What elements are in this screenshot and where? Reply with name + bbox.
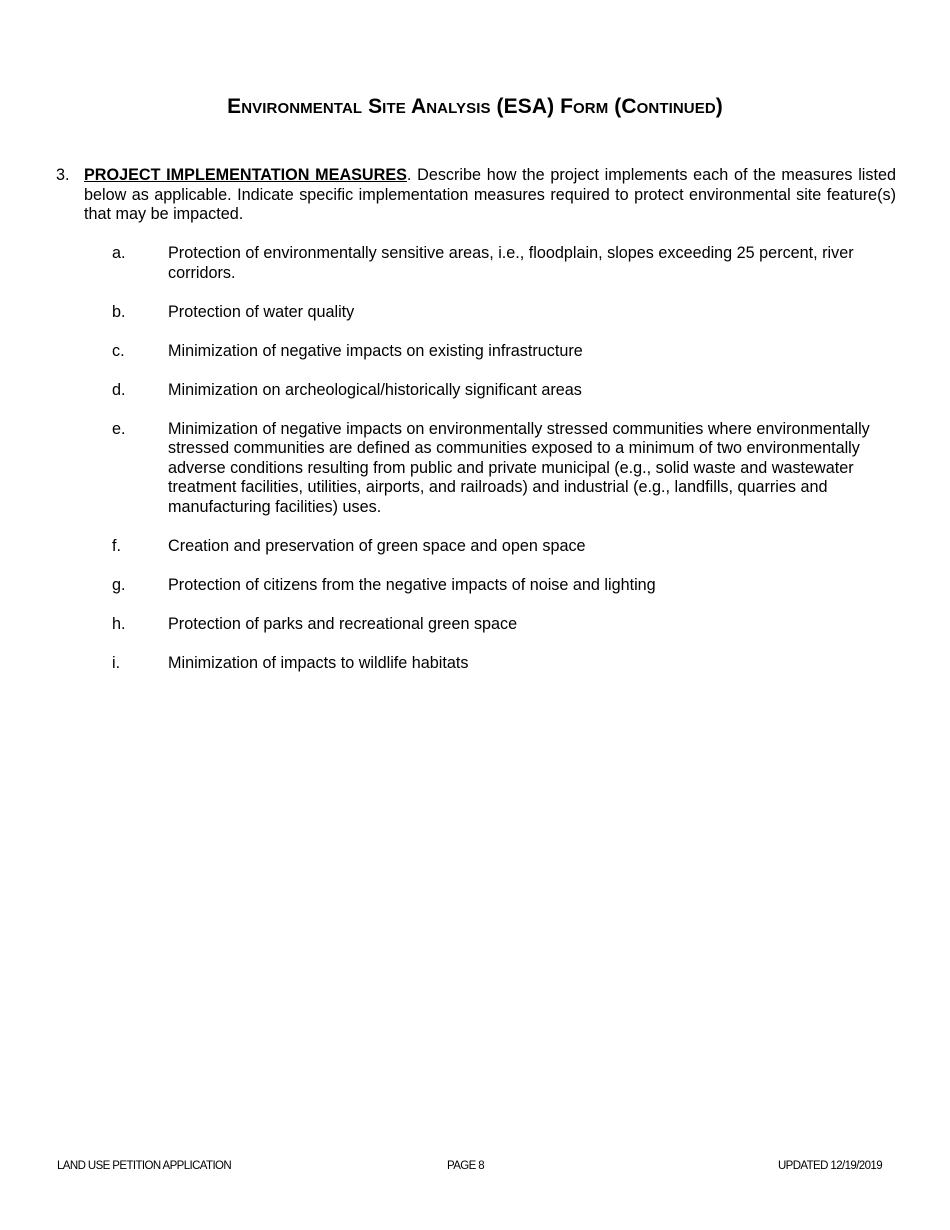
item-letter: i. <box>112 653 121 672</box>
footer-updated-date: UPDATED 12/19/2019 <box>777 1160 882 1172</box>
list-item <box>112 244 897 283</box>
item-text: Protection of parks and recreational green space <box>168 614 518 633</box>
list-item <box>112 576 897 596</box>
section-intro: . Describe how the project implements each of the measures listed below as applicable. Indicate specific implementation measures required to protect environmental site feature(s) that may be impacted. <box>84 166 896 223</box>
item-letter: b. <box>112 302 126 321</box>
footer-form-name: LAND USE PETITION APPLICATION <box>57 1160 232 1172</box>
section-3 <box>56 166 896 225</box>
item-letter: f. <box>112 536 121 555</box>
item-text: Protection of citizens from the negative impacts of noise and lighting <box>168 575 656 594</box>
list-item <box>112 303 897 323</box>
item-letter: h. <box>112 614 126 633</box>
item-text: Protection of environmentally sensitive areas, i.e., floodplain, slopes exceeding 25 percent, river corridors. <box>168 244 854 282</box>
list-item <box>112 654 897 674</box>
item-text: Creation and preservation of green space and open space <box>168 536 586 555</box>
item-text: Minimization of negative impacts on existing infrastructure <box>168 341 583 360</box>
list-item <box>112 615 897 635</box>
item-letter: a. <box>112 244 126 262</box>
page-footer <box>57 1160 882 1176</box>
item-text: Minimization on archeological/historically significant areas <box>168 380 582 399</box>
item-letter: d. <box>112 380 126 399</box>
section-heading: PROJECT IMPLEMENTATION MEASURES <box>84 166 407 184</box>
list-item <box>112 420 897 518</box>
item-letter: g. <box>112 575 126 594</box>
page-title: Environmental Site Analysis (ESA) Form (Continued) <box>227 95 723 118</box>
footer-page-number: PAGE 8 <box>447 1160 485 1172</box>
item-letter: c. <box>112 341 125 360</box>
item-text: Minimization of negative impacts on environmentally stressed communities where environmentally stressed communities are defined as communities exposed to a minimum of two environmentally adverse conditions resulting from public and private municipal (e.g., solid waste and wastewater treatment facilities, utilities, airports, and railroads) and industrial (e.g., landfills, quarries and manufacturing facilities) uses. <box>168 419 870 516</box>
section-number: 3. <box>56 166 70 184</box>
list-item <box>112 381 897 401</box>
list-item <box>112 342 897 362</box>
measures-list <box>112 244 897 693</box>
item-text: Minimization of impacts to wildlife habitats <box>168 653 469 672</box>
section-body <box>84 166 896 225</box>
list-item <box>112 537 897 557</box>
item-text: Protection of water quality <box>168 302 355 321</box>
item-letter: e. <box>112 419 126 438</box>
